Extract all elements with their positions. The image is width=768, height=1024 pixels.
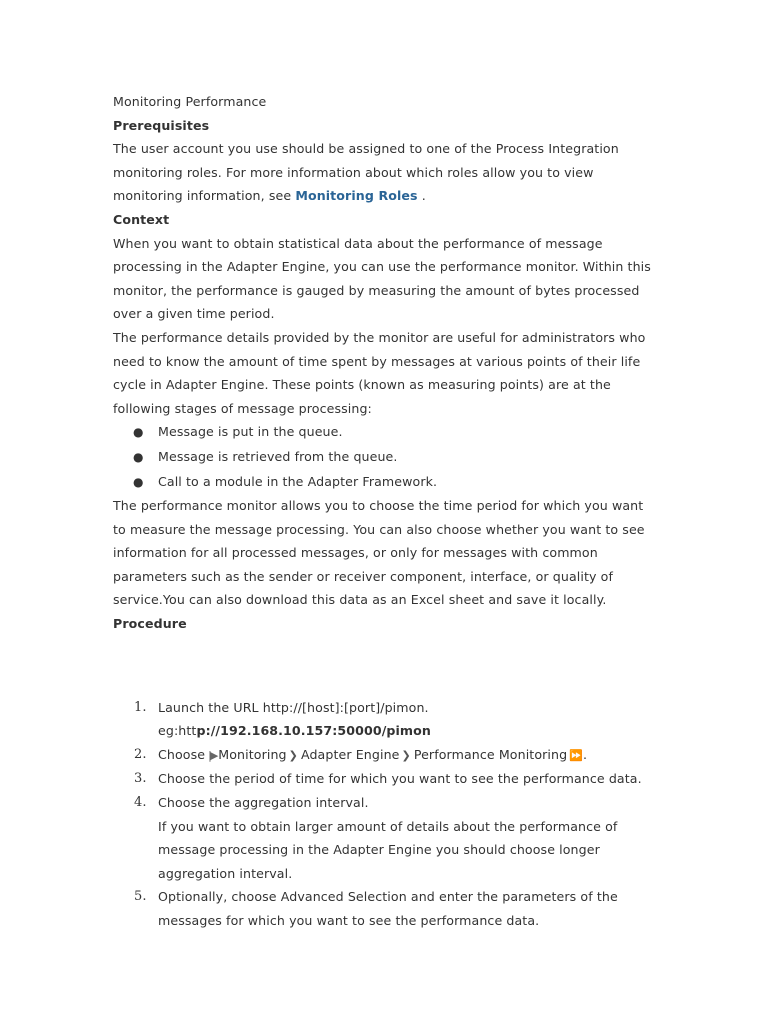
- bullet-icon: ●: [133, 425, 144, 440]
- page-title: Monitoring Performance: [113, 94, 267, 109]
- step-1: [113, 696, 658, 743]
- list-item: ● Message is retrieved from the queue.: [113, 445, 658, 470]
- context-paragraph-2: The performance details provided by the monitor are useful for administrators who need to know the amount of time spent by messages at various points of their life cycle in Adapter Engine. These points (known as measuring points) are at the following stages of message processing:: [113, 329, 646, 416]
- monitoring-roles-link[interactable]: Monitoring Roles: [295, 188, 418, 204]
- example-url: p://192.168.10.157:50000/pimon: [196, 723, 431, 739]
- step-number: 3.: [134, 771, 147, 787]
- bullet-icon: ●: [133, 449, 144, 464]
- step-1-text: Launch the URL http://[host]:[port]/pimon.: [158, 699, 429, 715]
- step-2: 2. Choose |▶ Monitoring ❯ Adapter Engine ❯ Performance Monitoring ⏩.: [113, 743, 658, 768]
- context-heading: Context: [113, 211, 170, 227]
- step-3: 3. Choose the period of time for which you want to see the performance data.: [113, 767, 658, 791]
- spacer: [113, 636, 658, 696]
- step-number: 1.: [134, 699, 147, 715]
- path-end-icon: ⏩: [569, 748, 583, 762]
- step-5: 5. Optionally, choose Advanced Selection and enter the parameters of the messages for which you want to see the performance data.: [113, 885, 658, 932]
- measuring-points-list: [113, 420, 658, 494]
- step-4: 4. Choose the aggregation interval. If you want to obtain larger amount of details about the performance of message processing in the Adapter Engine you should choose longer aggregation interval.: [113, 791, 658, 885]
- chevron-right-icon: ❯: [288, 748, 298, 762]
- prerequisites-paragraph: [113, 137, 658, 208]
- prerequisites-heading: Prerequisites: [113, 117, 210, 133]
- path-monitoring: Monitoring: [218, 746, 287, 762]
- step-4-note: If you want to obtain larger amount of details about the performance of message processing in the Adapter Engine you should choose longer aggregation interval.: [158, 818, 618, 881]
- list-item: ● Call to a module in the Adapter Framework.: [113, 470, 658, 495]
- step-number: 4.: [134, 795, 147, 811]
- path-performance-monitoring: Performance Monitoring: [413, 746, 568, 762]
- context-paragraph-1: When you want to obtain statistical data about the performance of message processing in the Adapter Engine, you can use the performance monitor. Within this monitor, the performance is gauged by measuring the amount of bytes processed over a given time period.: [113, 235, 651, 322]
- bullet-icon: ●: [133, 474, 144, 489]
- step-1-example: eg:http://192.168.10.157:50000/pimon: [158, 723, 431, 739]
- document-page: [113, 90, 658, 933]
- step-number: 2.: [134, 746, 147, 762]
- chevron-right-icon: ❯: [401, 748, 411, 762]
- procedure-heading: Procedure: [113, 616, 187, 632]
- prerequisites-text-end: .: [417, 188, 426, 204]
- list-item: ● Message is put in the queue.: [113, 420, 658, 445]
- context-paragraph-3: The performance monitor allows you to choose the time period for which you want to measure the message processing. You can also choose whether you want to see information for all processed messages, or only for messages with common parameters such as the sender or receiver component, interface, or quality of service.You can also download this data as an Excel sheet and save it locally.: [113, 498, 645, 608]
- prerequisites-text: The user account you use should be assigned to one of the Process Integration monitoring roles. For more information about which roles allow you to view monitoring information, see: [113, 141, 619, 204]
- path-start-icon: |▶: [208, 748, 217, 762]
- step-number: 5.: [134, 889, 147, 905]
- procedure-steps: [113, 696, 658, 933]
- path-adapter-engine: Adapter Engine: [300, 746, 400, 762]
